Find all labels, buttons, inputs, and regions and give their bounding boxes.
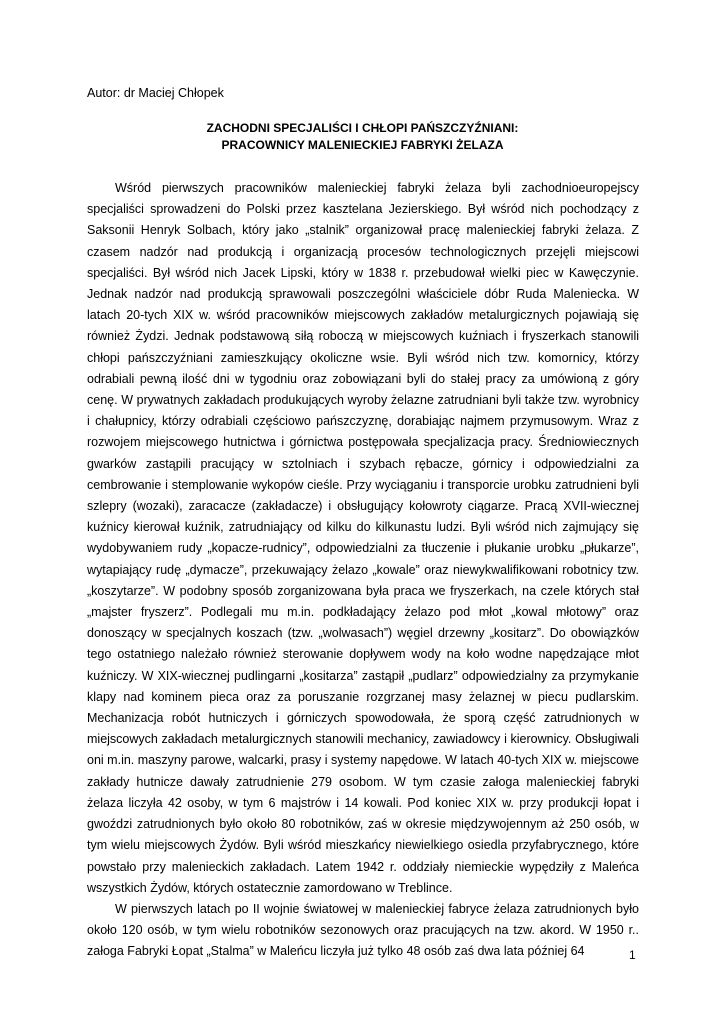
page-number: 1 <box>629 948 636 962</box>
title-line-2: PRACOWNICY MALENIECKIEJ FABRYKI ŻELAZA <box>221 138 504 152</box>
title-line-1: ZACHODNI SPECJALIŚCI I CHŁOPI PAŃSZCZYŹNIANI: <box>206 121 519 135</box>
document-title <box>0 120 725 154</box>
author-line: Autor: dr Maciej Chłopek <box>87 86 224 100</box>
paragraph: W pierwszych latach po II wojnie światowej w malenieckiej fabryce żelaza zatrudnionych było około 120 osób, w tym wielu robotników sezonowych oraz pracujących na tzw. akord. W 1950 r.. załoga Fabryki Łopat „Stalma” w Maleńcu liczyła już tylko 48 osób zaś dwa lata później 64 <box>87 901 639 959</box>
body-text <box>87 178 639 963</box>
paragraph: Wśród pierwszych pracowników malenieckiej fabryki żelaza byli zachodnioeuropejscy specjaliści sprowadzeni do Polski przez kasztelana Jezierskiego. Był wśród nich pochodzący z Saksonii Henryk Solbach, który jako „stalnik” organizował pracę malenieckiej fabryki żelaza. Z czasem nadzór nad produkcją i organizacją procesów technologicznych przejęli miejscowi specjaliści. Był wśród nich Jacek Lipski, który w 1838 r. przebudował wielki piec w Kawęczynie. Jednak nadzór nad produkcją sprawowali poszczególni właściciele dóbr Ruda Maleniecka. W latach 20-tych XIX w. wśród pracowników miejscowych zakładów metalurgicznych pojawiają się również Żydzi. Jednak podstawową siłą roboczą w miejscowych kuźniach i fryszerkach stanowili chłopi pańszczyźniani zamieszkujący okoliczne wsie. Byli wśród nich tzw. komornicy, którzy odrabiali pewną ilość dni w tygodniu oraz zobowiązani byli do stałej pracy za umówioną z góry cenę. W prywatnych zakładach produkujących wyroby żelazne zatrudniani byli także tzw. wyrobnicy i chałupnicy, którzy odrabiali częściowo pańszczyznę, dorabiając najmem przymusowym. Wraz z rozwojem miejscowego hutnictwa i górnictwa postępowała specjalizacja pracy. Średniowiecznych gwarków zastąpili pracujący w sztolniach i szybach rębacze, górnicy i odpowiedzialni za cembrowanie i stemplowanie wykopów cieśle. Przy wyciąganiu i transporcie urobku zatrudnieni byli szlepry (wozaki), zaracacze (zakładacze) i obsługujący kołowroty ciągarze. Pracą XVII-wiecznej kuźnicy kierował kuźnik, zatrudniający od kilku do kilkunastu ludzi. Byli wśród nich zajmujący się wydobywaniem rudy „kopacze-rudnicy”, odpowiedzialni za tłuczenie i płukanie urobku „płukarze”, wytapiający rudę „dymacze”, przekuwający żelazo „kowale” oraz niewykwalifikowani robotnicy tzw. „koszytarze”. W podobny sposób zorganizowana była praca we fryszerkach, na czele których stał „majster fryszerz”. Podlegali mu m.in. podkładający żelazo pod młot „kowal młotowy” oraz donoszący w specjalnych koszach (tzw. „wolwasach”) węgiel drzewny „kositarz”. Do obowiązków tego ostatniego należało również sterowanie dopływem wody na koło wodne napędzające młot kuźniczy. W XIX-wiecznej pudlingarni „kositarza” zastąpił „pudlarz” odpowiedzialny za przymykanie klapy nad kominem pieca oraz za poruszanie rozgrzanej masy żelaznej w piecu pudlarskim. Mechanizacja robót hutniczych i górniczych spowodowała, że sporą część zatrudnionych w miejscowych zakładach metalurgicznych stanowili mechanicy, zawiadowcy i kierownicy. Obsługiwali oni m.in. maszyny parowe, walcarki, prasy i systemy napędowe. W latach 40-tych XIX w. miejscowe zakłady hutnicze dawały zatrudnienie 279 osobom. W tym czasie załoga malenieckiej fabryki żelaza liczyła 42 osoby, w tym 6 majstrów i 14 kowali. Pod koniec XIX w. przy produkcji łopat i gwoździ zatrudnionych było około 80 robotników, zaś w okresie międzywojennym aż 250 osób, w tym wielu miejscowych Żydów. Byli wśród mieszkańcy niewielkiego osiedla przyfabrycznego, które powstało przy malenieckich zakładach. Latem 1942 r. oddziały niemieckie wypędziły z Maleńca wszystkich Żydów, których ostatecznie zamordowano w Treblince. <box>87 181 639 895</box>
